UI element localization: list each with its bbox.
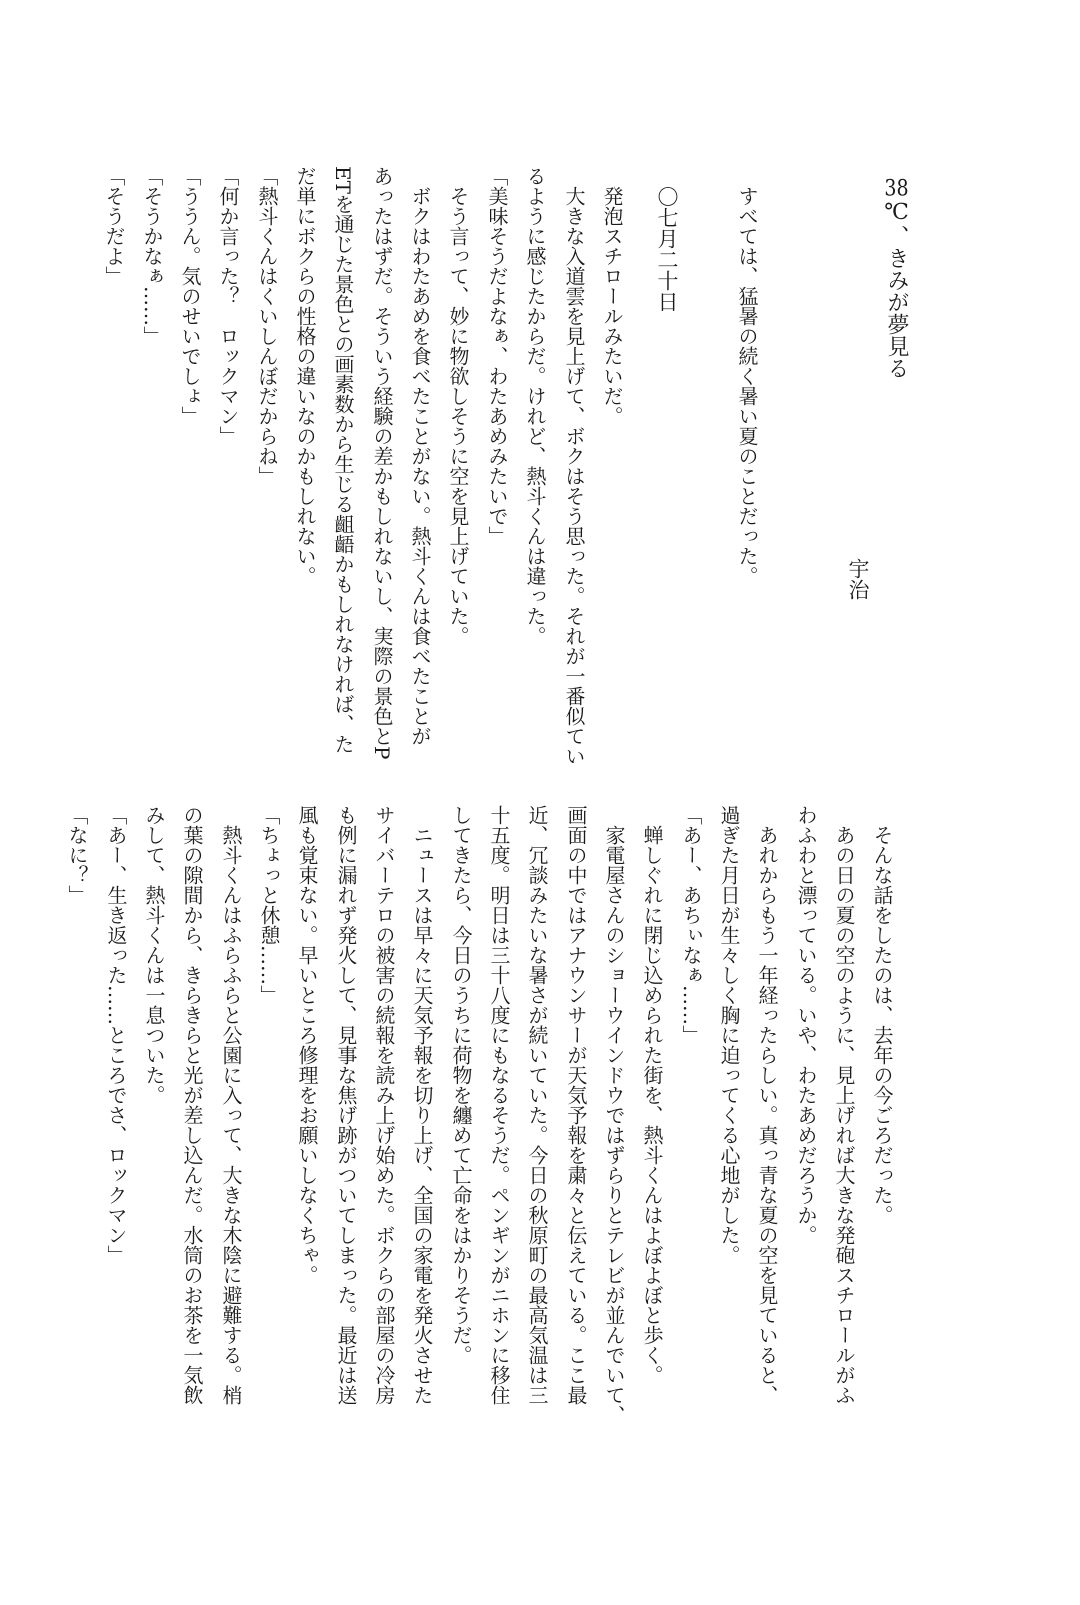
- text-line: みして、熱斗くんは一息ついた。: [142, 805, 166, 1105]
- text-line: 「そうかなぁ……」: [140, 166, 164, 346]
- text-line: 「美味そうだよなぁ、わたあめみたいで」: [485, 166, 509, 546]
- text-line: そんな話をしたのは、去年の今ごろだった。: [870, 825, 894, 1225]
- text-line: 大きな入道雲を見上げて、ボクはそう思った。それが一番似てい: [562, 186, 586, 766]
- text-line: 「あー、あちぃなぁ……」: [679, 805, 703, 1045]
- text-line: 「何か言った？ ロックマン」: [216, 166, 240, 446]
- text-line: 十五度。明日は三十八度にもなるそうだ。ペンギンがニホンに移住: [487, 805, 511, 1405]
- title-number: 38: [884, 178, 909, 200]
- text-line: 過ぎた月日が生々しく胸に迫ってくる心地がした。: [717, 805, 741, 1265]
- text-line: すべては、猛暑の続く暑い夏のことだった。: [735, 186, 759, 586]
- title-text: ℃、きみが夢見る: [884, 200, 909, 379]
- story-title: [883, 178, 907, 379]
- text-line: してきたら、今日のうちに荷物を纏めて亡命をはかりそうだ。: [449, 805, 473, 1365]
- text-line: 「あー、生き返った……ところでさ、ロックマン」: [104, 805, 128, 1265]
- text-line: 「ううん。気のせいでしょ」: [178, 166, 202, 426]
- text-line: 「なに？」: [65, 805, 89, 905]
- text-line: 画面の中ではアナウンサーが天気予報を粛々と伝えている。ここ最: [564, 805, 588, 1405]
- text-line: 「熱斗くんはくいしんぼだからね」: [255, 166, 279, 486]
- section-heading: 〇七月二十日: [655, 186, 679, 312]
- text-line: ニュースは早々に天気予報を切り上げ、全国の家電を発火させた: [410, 825, 434, 1405]
- text-line: わふわと漂っている。いや、わたあめだろうか。: [794, 805, 818, 1245]
- text-line: サイバーテロの被害の続報を読み上げ始めた。ボクらの部屋の冷房: [372, 805, 396, 1405]
- text-line: 発泡スチロールみたいだ。: [600, 186, 624, 426]
- text-line: も例に漏れず発火して、見事な焦げ跡がついてしまった。最近は送: [334, 805, 358, 1405]
- text-line: 熱斗くんはふらふらと公園に入って、大きな木陰に避難する。梢: [219, 825, 243, 1405]
- text-line: ボクはわたあめを食べたことがない。熱斗くんは食べたことが: [408, 186, 432, 746]
- text-line: 近、冗談みたいな暑さが続いていた。今日の秋原町の最高気温は三: [525, 805, 549, 1405]
- text-line: 「そうだよ」: [102, 166, 126, 286]
- text-line: の葉の隙間から、きらきらと光が差し込んだ。水筒のお茶を一気飲: [180, 805, 204, 1405]
- text-line: ETを通じた景色との画素数から生じる齟齬かもしれなければ、た: [331, 166, 355, 754]
- text-line: あれからもう一年経ったらしい。真っ青な夏の空を見ていると、: [755, 825, 779, 1405]
- text-line: 蝉しぐれに閉じ込められた街を、熱斗くんはよぼよぼと歩く。: [640, 825, 664, 1385]
- text-line: だ単にボクらの性格の違いなのかもしれない。: [293, 166, 317, 586]
- text-line: 「ちょっと休憩……」: [257, 805, 281, 1005]
- text-line: あったはずだ。そういう経験の差かもしれないし、実際の景色とP: [370, 166, 394, 760]
- text-line: 風も覚束ない。早いところ修理をお願いしなくちゃ。: [295, 805, 319, 1285]
- text-line: 家電屋さんのショーウインドウではずらりとテレビが並んでいて、: [602, 825, 626, 1425]
- author-name: 宇治: [846, 558, 870, 600]
- text-line: あの日の夏の空のように、見上げれば大きな発砲スチロールがふ: [832, 825, 856, 1405]
- text-line: そう言って、妙に物欲しそうに空を見上げていた。: [446, 186, 470, 646]
- text-line: るように感じたからだ。けれど、熱斗くんは違った。: [523, 166, 547, 646]
